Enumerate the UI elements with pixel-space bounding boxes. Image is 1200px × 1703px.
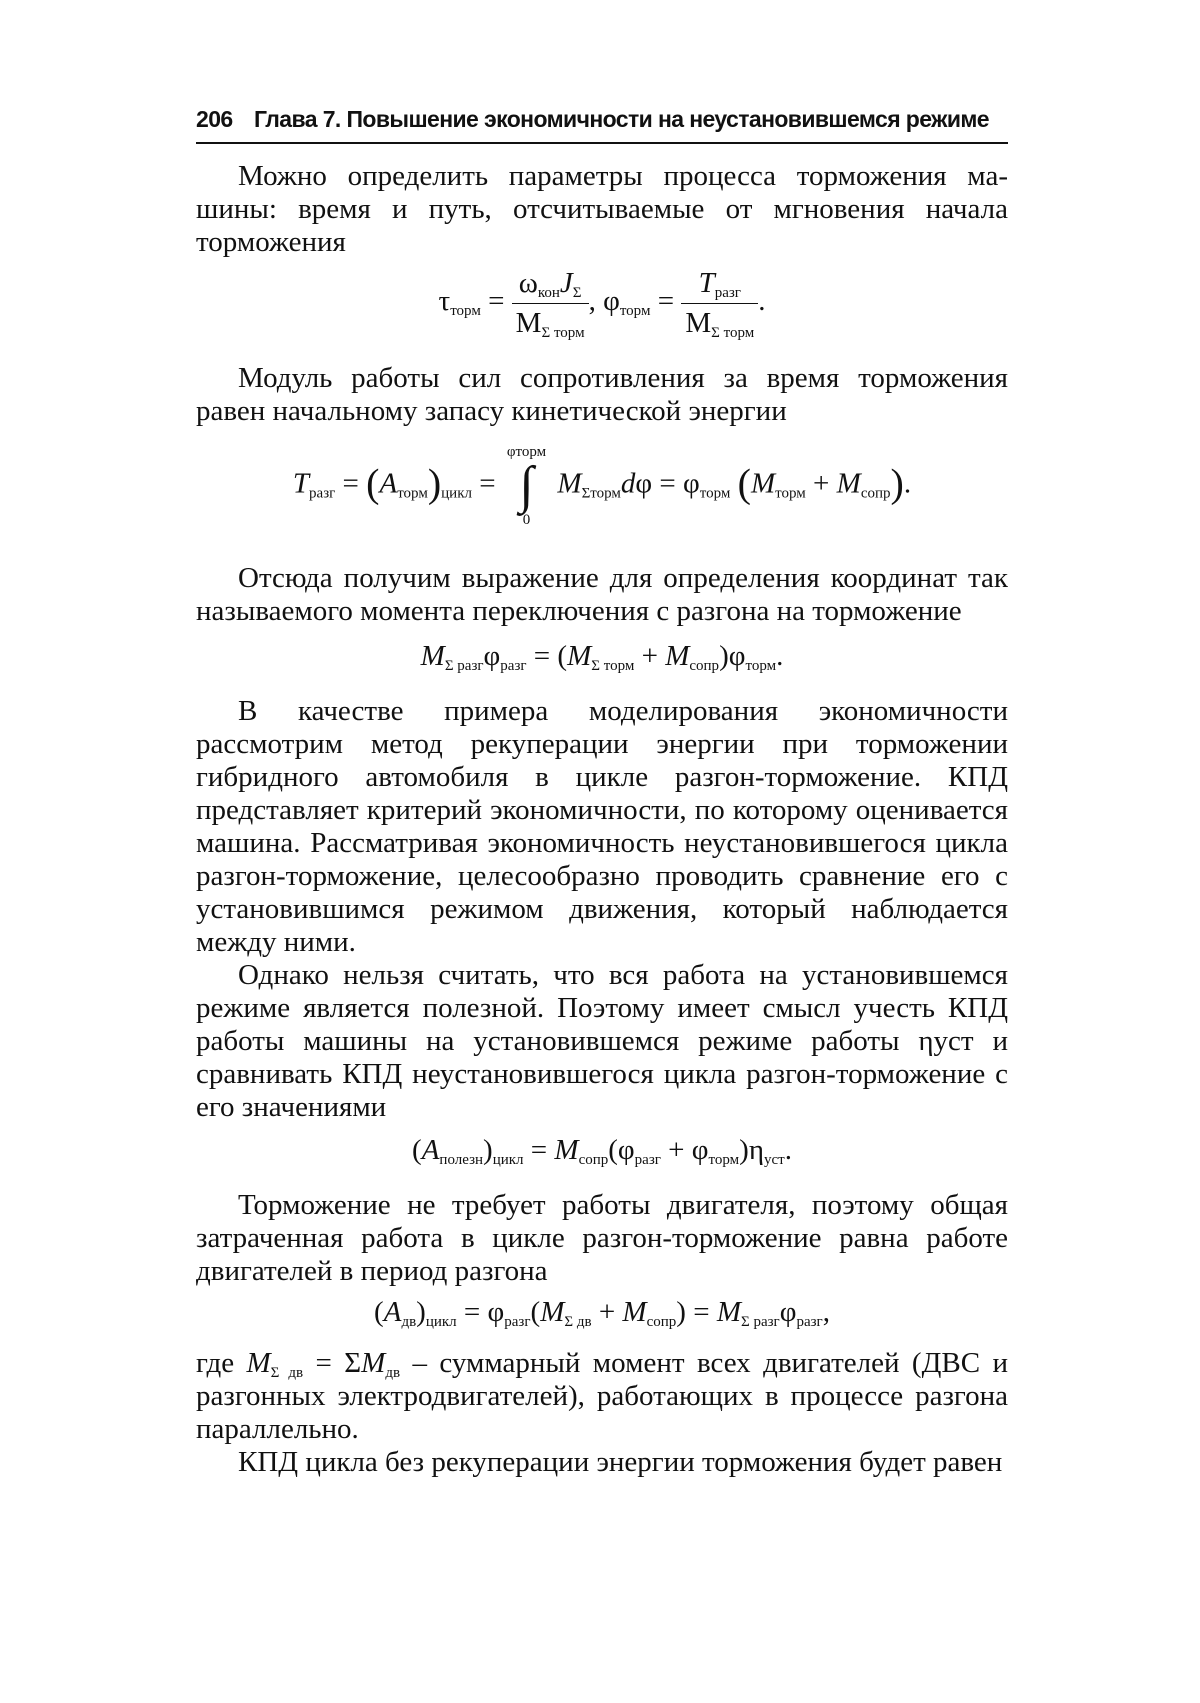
formula-switching-moment: $M_{\Sigma разг}\varphi_{разг} = (M_{\Sigma торм} + M_{сопр})\varphi_{торм}$. bbox=[420, 640, 784, 674]
paragraph-1: Можно определить параметры процесса торможения машины: время и путь, отсчитываемые от мгновения начала торможения bbox=[196, 160, 1008, 258]
integral-sign: φторм ∫ 0 bbox=[506, 444, 547, 528]
formula-work-integral: $T_{разг} = (A_{торм})_{цикл}$ = φторм ∫ 0 $M_{\Sigma торм}d\varphi = \varphi_{торм}$ $(M_{торм} + M_{сопр})$. bbox=[292, 444, 912, 528]
paragraph-8: КПД цикла без рекуперации энергии торможения будет равен bbox=[238, 1446, 1003, 1478]
fraction: $\frac{T_{разг}}{M_{\Sigma торм}}$ bbox=[681, 267, 758, 340]
fraction: $\frac{\omega_{кон}J_\Sigma}{M_{\Sigma торм}}$ bbox=[512, 267, 589, 340]
running-header bbox=[196, 100, 1008, 144]
paragraph-2: Модуль работы сил сопротивления за время торможения равен начальному запасу кинетической энергии bbox=[196, 362, 1008, 427]
page-body bbox=[196, 160, 1008, 1479]
paragraph-5: Однако нельзя считать, что вся работа на установившемся режиме является полезной. Поэтому имеет смысл учесть КПД работы машины на установившемся режиме работы ηуст и сравнивать КПД неустановившегося цикла разгон-торможение с его значениями bbox=[196, 959, 1008, 1123]
chapter-title: Глава 7. Повышение экономичности на неустановившемся режиме bbox=[254, 106, 989, 132]
formula-braking-time-path: $\tau_{торм}$ = $\frac{\omega_{кон}J_\Sigma}{M_{\Sigma торм}}$ , $\varphi_{торм}$ = $\frac{T_{разг}}{M_{\Sigma торм}}$ . bbox=[438, 267, 766, 341]
page-number: 206 bbox=[196, 106, 233, 132]
paragraph-4: В качестве примера моделирования экономичности рассмотрим метод рекуперации энергии при торможении гибридного автомобиля в цикле разгон-торможение. КПД представляет критерий экономичности, по которому оценивается машина. Рассматривая экономичность неустановившегося цикла разгон-торможение, целесообразно проводить сравнение его с установившимся режимом движения, который наблюдается между ними. bbox=[196, 695, 1008, 958]
formula-useful-work: $(A_{полезн})_{цикл} = M_{сопр}(\varphi_{разг} + \varphi_{торм})\eta_{уст}$. bbox=[412, 1134, 792, 1168]
paragraph-6: Торможение не требует работы двигателя, поэтому общая затраченная работа в цикле разгон-торможение равна работе двигателей в период разгона bbox=[196, 1189, 1008, 1287]
paragraph-7: где $M_{\Sigma дв} = \Sigma M_{дв}$ – суммарный момент всех двигателей (ДВС и разгонных электродвигателей), работающих в процессе разгона параллельно. bbox=[196, 1347, 1008, 1445]
paragraph-3: Отсюда получим выражение для определения координат так называемого момента переключения с разгона на торможение bbox=[196, 562, 1008, 627]
formula-engine-work: $(A_{дв})_{цикл} = \varphi_{разг}(M_{\Sigma дв} + M_{сопр}) = M_{\Sigma разг}\varphi_{разг}$, bbox=[374, 1296, 830, 1330]
